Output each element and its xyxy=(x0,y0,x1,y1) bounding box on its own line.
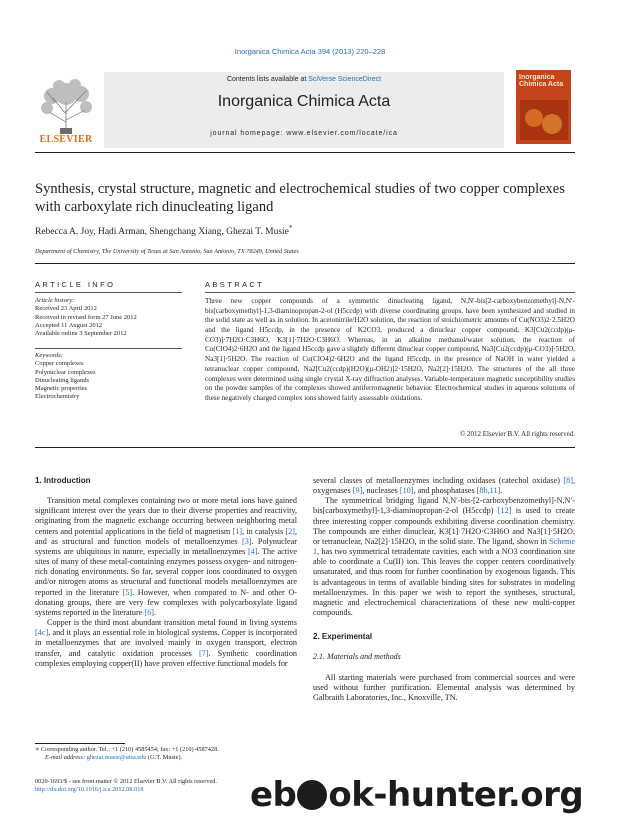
journal-title: Inorganica Chimica Acta xyxy=(217,93,391,110)
abstract-text: Three new copper compounds of a symmetric dinucleating ligand, N,N′-bis[2-carboxybenzomethyl]-N,N′-bis[carboxymethyl]-1,3-diaminopropan-2-ol (H5ccdp) with diverse coordinating groups, have been synthesized and studied in the solid state as well as in solution. In acetonitrile/H2O solution, the reaction of stoichiometric amounts of Cu(NO3)2·2.5H2O and the ligand H5ccdp, in the presence of K2CO3, produced a dinuclear copper compound, K3[Cu2(ccdp)(μ-CO3)]·7H2O·C3H6O, K3[1]·7H2O·C3H6O. Whereas, in an alkaline methanol/water solution, the reaction of Cu(ClO4)2·6H2O and the ligand H5ccdp gave a slightly different dinuclear copper compound, Na3[Cu2(ccdp)(μ-CO3)]·5H2O, Na3[1]·5H2O. The reaction of Cu(ClO4)2·6H2O and the ligand H5ccdp, in the presence of NaOH in water yielded a tetranuclear copper compound, Na2[Cu2(ccdp)(H2O)(μ-OH2)]2·15H2O, Na2[2]·15H2O. The structures of the all three complexes were determined using single crystal X-ray diffraction analyses. Variable-temperature magnetic susceptibility studies on the powder samples of the complexes showed antiferromagnetic behavior. Electrochemical studies in aqueous solutions of these negatively charged complex ions showed fairly assessable oxidations. xyxy=(205,297,575,402)
journal-cover-image xyxy=(516,70,571,144)
citation-link[interactable]: [3] xyxy=(241,536,252,546)
keywords-label: Keywords: xyxy=(35,352,63,359)
watermark-o-icon xyxy=(297,780,327,810)
keyword: Dinucleating ligands xyxy=(35,376,89,384)
abstract-copyright: © 2012 Elsevier B.V. All rights reserved. xyxy=(459,430,575,438)
citation-link[interactable]: [9] xyxy=(352,486,363,496)
paragraph: All starting materials were purchased from commercial sources and were used without further purification. Elemental analysis was determined by Galbraith Laboratories, Inc., Knoxville, TN. xyxy=(313,672,575,702)
citation-link[interactable]: [4] xyxy=(247,546,258,556)
elsevier-wordmark: ELSEVIER xyxy=(39,134,93,145)
scheme-link[interactable]: Scheme 1 xyxy=(313,536,575,557)
abstract-divider xyxy=(35,447,575,448)
email-link[interactable]: ghezai.musie@utsa.edu xyxy=(86,754,147,761)
footnote-rule xyxy=(35,743,125,744)
doi-link[interactable]: http://dx.doi.org/10.1016/j.ica.2012.08.018 xyxy=(35,786,144,793)
affiliation: Department of Chemistry, The University of Texas at San Antonio, San Antonio, TX 78249, United States xyxy=(35,248,299,255)
contents-line: Contents lists available at SciVerse ScienceDirect xyxy=(226,76,382,83)
citation-link[interactable]: [8b,11] xyxy=(476,486,501,496)
history-item: Available online 3 September 2012 xyxy=(35,330,127,338)
section-2-heading: 2. Experimental xyxy=(313,632,373,642)
citation-link[interactable]: [8] xyxy=(563,476,573,485)
info-rule xyxy=(35,348,182,349)
affiliation-divider xyxy=(35,263,575,264)
issn-line: 0020-1693/$ - see front matter © 2012 Elsevier B.V. All rights reserved. xyxy=(35,778,217,785)
history-item: Accepted 11 August 2012 xyxy=(35,321,103,329)
corresponding-author-mark[interactable]: * xyxy=(288,224,293,232)
paragraph: Transition metal complexes containing two or more metal ions have gained significant interest over the years due to their diverse properties and reactivity, originating from the magnetic exchange occurring between neighboring metal centers and potential applications in the field of magnetism [1], in catalysis [2], and as structural and function models of metalloenzymes [3]. Polynuclear systems are ubiquitous in nature, especially in metalloenzymes [4]. The active sites of many of these metal-containing enzymes possess oxygen- and nitrogen-rich donating environments. So far, several copper ions coordinated to oxygen and/or nitrogen atoms as structural and functional models metalloenzymes are reported in the literature [5]. However, when compared to N- and other O- donating groups, there are very few complexes with polycarboxylate ligand systems reported in the literature [6]. xyxy=(35,496,298,617)
citation-link[interactable]: [10] xyxy=(399,486,414,496)
citation-link[interactable]: [2] xyxy=(285,526,295,536)
paragraph: several classes of metalloenzymes including oxidases (catechol oxidase) [8], oxygenases [9], nucleases [10], and phosphatases [8b,11]. xyxy=(313,476,575,496)
citation-link[interactable]: [12] xyxy=(497,506,512,516)
citation-link[interactable]: [1] xyxy=(232,526,243,536)
history-label: Article history: xyxy=(35,297,75,304)
paragraph: The symmetrical bridging ligand N,N′-bis-[2-carboxybenzomethyl]-N,N′-bis[carboxymethyl]-1,3-diaminopropan-2-ol (H5ccdp) [12] is used to create three interesting copper compounds exhibiting diverse coordination chemistry. The compounds are either dinuclear, K3[1]·7H2O·C3H6O and Na3[1]·5H2O, or tetranuclear, Na2[2]·15H2O, in the solid state. The ligand, shown in Scheme 1, has two symmetrical tetradentate cavities, each with a NO3 coordination site able to coordinate a Cu(II) ion. This leaves the copper centers coordinatively unsaturated, and thus room for further coordination by exogenous ligands. This is advantageous in terms of available binding sites for substrates in modeling metalloenzymes. In this paper we wish to report the syntheses, structural, magnetic and electrochemical characterizations of these new multi-copper compounds. xyxy=(313,496,575,618)
article-title: Synthesis, crystal structure, magnetic and electrochemical studies of two copper complexes with carboxylate rich dinucleating ligand xyxy=(35,181,565,215)
abstract-heading: ABSTRACT xyxy=(205,280,265,289)
section-2-1-heading: 2.1. Materials and methods xyxy=(313,652,401,662)
right-column xyxy=(313,476,575,703)
sciencedirect-link[interactable]: SciVerse ScienceDirect xyxy=(308,76,382,83)
citation-link[interactable]: [7] xyxy=(198,648,209,658)
keyword: Copper complexes xyxy=(35,360,84,368)
keywords xyxy=(35,352,182,402)
history-item: Received in revised form 27 June 2012 xyxy=(35,313,137,321)
corresponding-author-footnote: ∗ Corresponding author. Tel.: +1 (210) 4585454; fax: +1 (210) 4587428. E-mail address: ghezai.musie@utsa.edu (G.T. Musie). xyxy=(35,746,219,761)
watermark: eb ok-hunter.org xyxy=(250,775,584,815)
article-history xyxy=(35,297,182,338)
keyword: Magnetic properties xyxy=(35,385,88,393)
citation-link[interactable]: [4c] xyxy=(35,628,49,638)
citation-link[interactable]: [5] xyxy=(122,587,133,597)
header-divider xyxy=(35,152,575,153)
history-item: Received 23 April 2012 xyxy=(35,305,97,313)
left-column xyxy=(35,476,297,669)
keyword: Polynuclear complexes xyxy=(35,368,96,376)
journal-header xyxy=(104,72,504,148)
article-info-heading: ARTICLE INFO xyxy=(35,280,116,289)
info-rule xyxy=(35,292,182,293)
paragraph: Copper is the third most abundant transition metal found in living systems [4c], and it plays an essential role in biological systems. Copper is incorporated in metalloenzymes that are involved mainly in oxygen transport, electron transfer, and catalytic oxidation processes [7]. Synthetic coordination complexes employing copper(II) have proven effective functional models for xyxy=(35,618,298,668)
keyword: Electrochemistry xyxy=(35,393,80,401)
journal-reference[interactable]: Inorganica Chimica Acta 394 (2013) 220–228 xyxy=(234,47,386,56)
author-list: Rebecca A. Joy, Hadi Arman, Shengchang Xiang, Ghezai T. Musie* xyxy=(35,224,293,238)
journal-homepage[interactable]: journal homepage: www.elsevier.com/locate/ica xyxy=(210,130,398,137)
citation-link[interactable]: [6] xyxy=(144,607,154,617)
abstract-rule xyxy=(205,292,575,293)
cover-title: Inorganica Chimica Acta xyxy=(519,74,564,88)
section-1-heading: 1. Introduction xyxy=(35,476,91,485)
cover-graphic xyxy=(520,100,568,140)
